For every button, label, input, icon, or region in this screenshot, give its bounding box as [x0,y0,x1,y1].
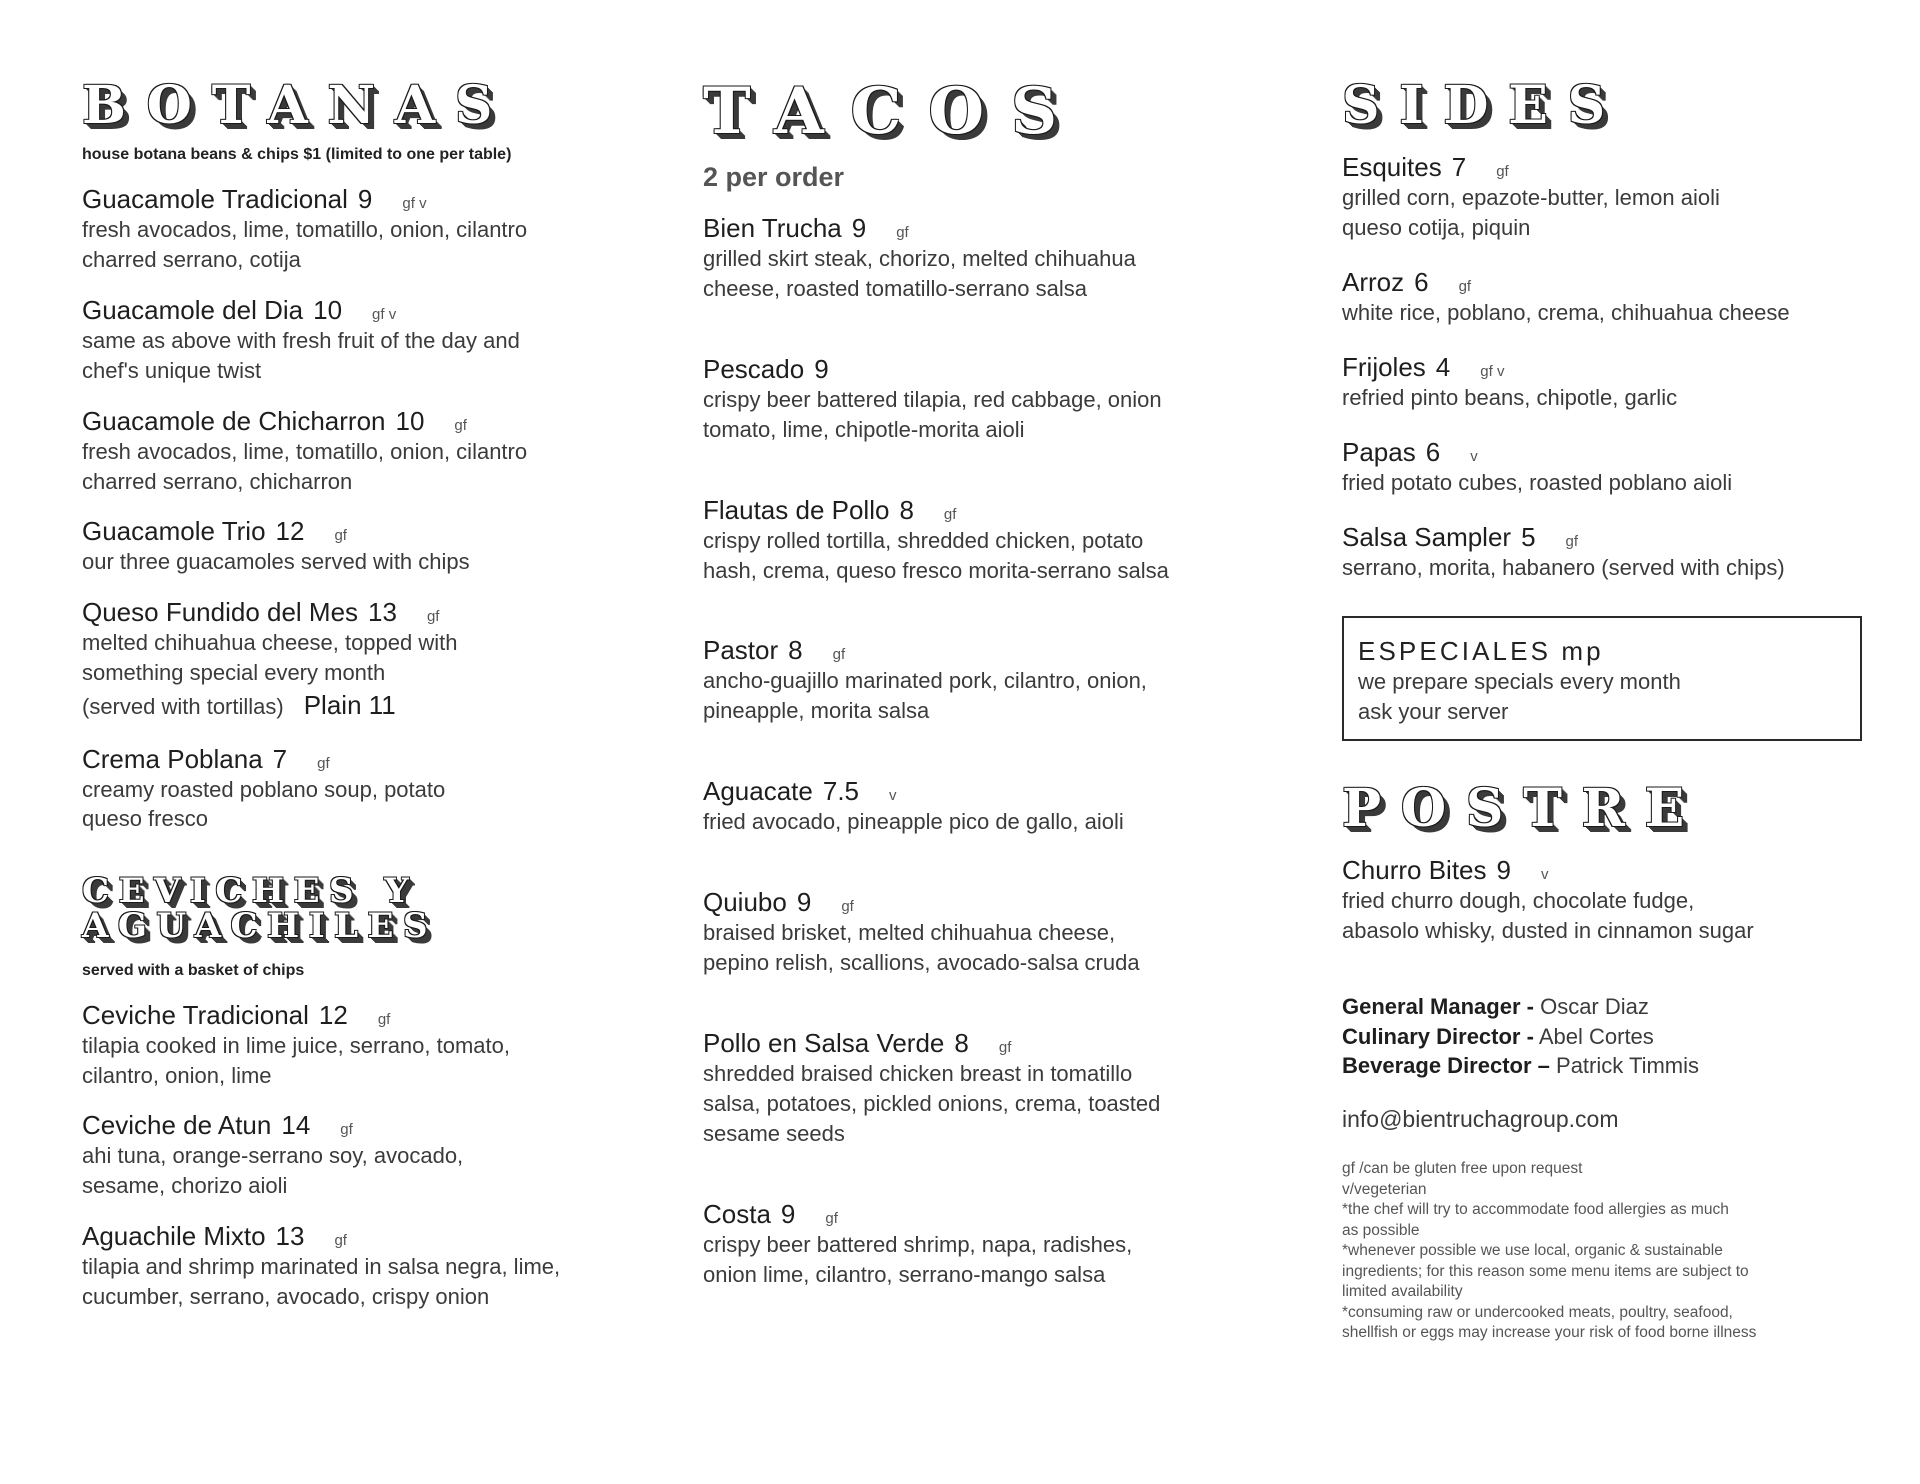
menu-item-name: Bien Trucha [703,213,842,243]
menu-item-name: Crema Poblana [82,743,263,774]
menu-item-header [703,1028,1263,1059]
menu-item-price: 6 [1425,436,1441,467]
botanas-list [82,184,642,834]
footnotes [1342,1159,1862,1343]
menu-item-header [82,744,642,775]
botanas-heading: BOTANAS [82,75,513,136]
especiales-title: ESPECIALES mp [1358,636,1604,667]
menu-item-description [82,1031,642,1061]
menu-item-description [703,918,1263,948]
menu-item-header [703,495,1263,526]
footnote-line: as possible [1342,1221,1420,1239]
footnote-line: shellfish or eggs may increase your risk of food borne illness [1342,1324,1757,1342]
menu-item-description [703,807,1263,837]
ceviches-heading-block [82,871,642,946]
staff-role: General Manager - [1342,994,1534,1020]
menu-item-description [82,775,642,805]
footnote-line: *consuming raw or undercooked meats, poultry, seafood, [1342,1303,1733,1321]
menu-item-name: Costa [703,1198,771,1229]
menu-item [703,213,1263,304]
menu-item-description-text: tomato, lime, chipotle-morita aioli [703,416,1025,442]
menu-item-tags: gf [832,646,846,664]
menu-item-description-text: fried churro dough, chocolate fudge, [1342,888,1695,914]
menu-item-price: 9 [357,184,373,214]
menu-item-price: 13 [275,1221,305,1252]
postre-heading: POSTRE [1342,778,1705,840]
menu-item-price: 13 [368,597,397,628]
menu-item-price: 9 [796,887,812,918]
menu-item-tags: gf [1458,277,1472,295]
menu-item [703,1028,1263,1149]
menu-item-header [82,1221,642,1252]
menu-item-price: 12 [275,516,305,547]
menu-item-price: 9 [780,1198,796,1229]
menu-item-tags: gf [317,754,330,772]
menu-item-price: 9 [814,353,829,384]
menu-item-description [82,1141,642,1171]
menu-item-description [703,244,1263,274]
menu-item-price: 10 [395,405,425,436]
menu-item-description [82,467,642,497]
menu-item-description-text: crispy beer battered shrimp, napa, radishes, [703,1231,1133,1257]
staff-list [1342,992,1862,1080]
staff-name: Abel Cortes [1538,1023,1654,1049]
menu-item-description [703,1260,1263,1290]
especiales-line2: ask your server [1358,699,1509,725]
menu-item [1342,437,1862,498]
menu-item-description-text: refried pinto beans, chipotle, garlic [1342,384,1678,410]
menu-item-description [82,437,642,467]
menu-item-description [82,688,642,723]
menu-item-description-text: cucumber, serrano, avocado, crispy onion [82,1284,490,1310]
menu-item-tags: gf v [402,195,427,212]
menu-item-description-text: ahi tuna, orange-serrano soy, avocado, [82,1143,464,1169]
menu-item-description-text: grilled corn, epazote-butter, lemon aioli [1342,185,1720,210]
menu-item-description [703,274,1263,304]
menu-item-description-text: fresh avocados, lime, tomatillo, onion, cilantro [82,438,528,464]
menu-item-description-text: abasolo whisky, dusted in cinnamon sugar [1342,918,1754,944]
menu-item-name: Flautas de Pollo [703,494,890,525]
menu-item [1342,152,1862,243]
menu-item [1342,855,1862,946]
menu-item-description [82,1171,642,1201]
menu-item-description-text: serrano, morita, habanero (served with chips) [1342,554,1785,580]
menu-item-price: 8 [788,635,803,666]
menu-item-price: 6 [1414,266,1429,297]
menu-item-description [1342,916,1862,946]
footnote-line: limited availability [1342,1283,1463,1301]
menu-item-tags: gf [334,1232,347,1250]
menu-item-price: 12 [318,999,348,1030]
menu-item-description-text: pineapple, morita salsa [703,698,930,724]
menu-item [82,295,642,386]
staff-name: Oscar Diaz [1540,994,1649,1020]
menu-item [82,744,642,835]
menu-item-description [1342,468,1862,498]
menu-item [82,597,642,723]
menu-item-tags: gf [454,416,467,434]
menu-item-tags: gf [825,1209,838,1227]
ceviches-heading-line2: AGUACHILES [82,906,438,946]
menu-item-name: Esquites [1342,152,1442,182]
tacos-per-order: 2 per order [703,162,845,192]
menu-item-name: Pollo en Salsa Verde [703,1027,945,1058]
menu-item-name: Aguachile Mixto [82,1221,266,1252]
menu-item-price: 5 [1521,521,1536,552]
menu-item-description-text: fresh avocados, lime, tomatillo, onion, cilantro [82,217,528,242]
menu-item-description [82,1252,642,1282]
menu-item-header [82,516,642,547]
menu-item-price: 8 [954,1027,969,1058]
menu-item-name: Guacamole Trio [82,516,266,547]
menu-item-price: 7 [1451,152,1467,182]
menu-item-description [703,1119,1263,1149]
menu-item-header [1342,437,1862,468]
menu-item [82,1221,642,1312]
menu-item-name: Ceviche de Atun [82,1110,272,1141]
menu-item [82,406,642,497]
menu-item-description [703,1089,1263,1119]
menu-item-price: 7 [272,743,288,774]
menu-item-header [703,1199,1263,1230]
menu-item-header [1342,855,1862,886]
footnote-line: gf /can be gluten free upon request [1342,1160,1583,1178]
menu-item [1342,267,1862,328]
menu-item-description [703,1059,1263,1089]
menu-item-description-text: charred serrano, chicharron [82,468,353,494]
menu-item-description-text: tilapia and shrimp marinated in salsa negra, lime, [82,1254,561,1280]
especiales-box [1342,616,1862,741]
menu-item-tags: gf v [1480,362,1505,380]
menu-item-description-text: melted chihuahua cheese, topped with [82,630,458,656]
menu-item [1342,352,1862,413]
menu-item-description-text: hash, crema, queso fresco morita-serrano salsa [703,557,1169,583]
tacos-list [703,213,1263,1290]
menu-item-description-text: shredded braised chicken breast in tomatillo [703,1060,1133,1086]
menu-item-description-text: white rice, poblano, crema, chihuahua cheese [1342,299,1790,325]
menu-item [703,354,1263,445]
contact-email: info@bientruchagroup.com [1342,1106,1619,1133]
postre-list [1342,855,1862,946]
footnote-line: v/vegeterian [1342,1180,1427,1198]
menu-item-description [703,696,1263,726]
menu-item-header [703,887,1263,918]
menu-item-name: Salsa Sampler [1342,521,1512,552]
column-right [1342,75,1862,1344]
menu-item-description-text: something special every month [82,660,386,686]
tacos-heading: TACOS [703,74,1085,149]
menu-item-description [82,804,642,834]
menu-item-tags: gf [841,898,854,916]
staff-name: Patrick Timmis [1556,1053,1700,1078]
menu-item-description [82,1061,642,1091]
menu-item-header [82,1110,642,1141]
menu-item [82,516,642,577]
menu-item-tags: v [889,787,897,805]
menu-item [703,1199,1263,1290]
menu-item-name: Queso Fundido del Mes [82,597,359,628]
menu-item [82,1000,642,1091]
menu-item-description [82,326,642,356]
column-left [82,75,642,1312]
menu-item-price: 14 [281,1110,311,1141]
menu-item-description [82,245,642,275]
menu-item-name: Frijoles [1342,351,1426,382]
footnote-line: *the chef will try to accommodate food allergies as much [1342,1201,1729,1219]
ceviches-heading-line1: CEVICHES Y [82,871,419,912]
menu-item-description [703,1230,1263,1260]
staff-row [1342,1022,1862,1051]
menu-item-description [1342,213,1862,243]
menu-item-tags: gf [1565,532,1579,550]
menu-item-header [1342,152,1862,183]
staff-role: Beverage Director – [1342,1053,1550,1078]
ceviches-list [82,1000,642,1312]
menu-item-description-text: creamy roasted poblano soup, potato [82,776,446,802]
menu-item-name: Guacamole del Dia [82,294,304,325]
menu-item-price: 4 [1435,351,1451,382]
menu-item-tags: gf [426,608,440,626]
menu-item-description [1342,383,1862,413]
menu-item-tags: v [1470,447,1478,465]
menu-item-description [82,547,642,577]
menu-item-header [82,1000,642,1031]
menu-item-tags: gf [1496,163,1509,180]
menu-item-description-text: tilapia cooked in lime juice, serrano, tomato, [82,1032,510,1058]
menu-item-description [82,1282,642,1312]
menu-item-price: 9 [1496,855,1511,886]
menu-item-tags: gf v [372,305,397,323]
menu-item-description-text: ancho-guajillo marinated pork, cilantro, onion, [703,668,1147,694]
menu-item-name: Pastor [703,635,779,666]
menu-item-header [82,295,642,326]
menu-item-tags: gf [340,1121,353,1139]
menu-item-name: Guacamole Tradicional [82,184,348,214]
footnote-line: ingredients; for this reason some menu items are subject to [1342,1262,1749,1280]
menu-item [1342,522,1862,583]
menu-item-header [82,184,642,215]
menu-item-header [1342,352,1862,383]
menu-item [82,184,642,275]
menu-item-header [82,597,642,628]
menu-item-description-text: crispy beer battered tilapia, red cabbage, onion [703,386,1162,412]
menu-item-header [703,354,1263,385]
menu-item-name: Aguacate [703,776,813,807]
botanas-note: house botana beans & chips $1 (limited to one per table) [82,146,512,163]
staff-row [1342,992,1862,1021]
ceviches-note: served with a basket of chips [82,961,305,979]
menu-item-tags: v [1540,866,1549,884]
menu-item-description-text: (served with tortillas) [82,694,284,720]
menu-item-name: Churro Bites [1342,855,1487,886]
menu-item [703,887,1263,978]
menu-item-description [703,666,1263,696]
menu-item-description-text: cilantro, onion, lime [82,1062,272,1088]
menu-item [703,776,1263,837]
menu-item-description [703,415,1263,445]
menu-item-header [703,776,1263,807]
menu-item-description-text: pepino relish, scallions, avocado-salsa cruda [703,950,1140,976]
menu-item-header [703,213,1263,244]
staff-row [1342,1051,1862,1080]
menu-item-description [703,948,1263,978]
menu-item-description-text: queso cotija, piquin [1342,214,1531,240]
especiales-line1: we prepare specials every month [1358,669,1681,695]
menu-item-description [1342,183,1862,213]
menu-item-description-text: sesame, chorizo aioli [82,1173,288,1199]
menu-item-header [82,406,642,437]
sides-heading: SIDES [1342,75,1625,136]
menu-item-name: Pescado [703,353,805,384]
menu-item-name: Quiubo [703,887,787,918]
menu-item [82,1110,642,1201]
staff-role: Culinary Director - [1342,1023,1534,1049]
footnote-line: *whenever possible we use local, organic & sustainable [1342,1242,1723,1260]
menu-item-description [82,658,642,688]
menu-item-description-text: fried potato cubes, roasted poblano aioli [1342,469,1733,495]
sides-list [1342,152,1862,582]
menu-item-description [703,526,1263,556]
menu-item-description-text: charred serrano, cotija [82,246,301,272]
menu-item-tags: gf [896,224,909,241]
menu-item-tags: gf [998,1038,1012,1056]
menu-item-header [1342,267,1862,298]
menu-item-description [1342,298,1862,328]
menu-item-description-text: same as above with fresh fruit of the day and [82,327,520,353]
menu-item-header [1342,522,1862,553]
menu-item-name: Ceviche Tradicional [82,999,309,1030]
menu-item-description-text: crispy rolled tortilla, shredded chicken, potato [703,527,1144,553]
menu-item-tags: gf [377,1010,391,1028]
column-middle [703,74,1263,1290]
menu-item-description [82,215,642,245]
menu-item-description-text: braised brisket, melted chihuahua cheese, [703,920,1116,946]
menu-item-description-text: our three guacamoles served with chips [82,549,470,575]
menu-item-price: 7.5 [822,776,860,807]
menu-item-tags: gf [334,527,347,545]
menu-item-description-text: fried avocado, pineapple pico de gallo, aioli [703,809,1124,835]
menu-item-name: Arroz [1342,266,1405,297]
menu-item-description [82,628,642,658]
menu-item-description [1342,886,1862,916]
menu-item-description-text: chef's unique twist [82,357,262,383]
menu-item-description [703,385,1263,415]
menu-item-price: 9 [851,213,867,243]
menu-item-description-text: queso fresco [82,806,208,832]
menu-item [703,495,1263,586]
menu-item-header [703,635,1263,666]
menu-item-description-text: cheese, roasted tomatillo-serrano salsa [703,275,1087,301]
menu-item-description-text: salsa, potatoes, pickled onions, crema, toasted [703,1090,1161,1116]
menu-item-description [82,356,642,386]
menu-item-description-text: grilled skirt steak, chorizo, melted chihuahua [703,246,1136,271]
menu-item-price: 10 [313,294,343,325]
menu-item-description [1342,553,1862,583]
menu-item-tags: gf [943,505,957,523]
menu-item-description-text: onion lime, cilantro, serrano-mango salsa [703,1261,1106,1287]
menu-item-name: Guacamole de Chicharron [82,405,386,436]
menu-item-plain-price: Plain 11 [303,690,396,721]
menu-item-description-text: sesame seeds [703,1120,845,1146]
menu-item-price: 8 [899,494,914,525]
menu-item-description [703,556,1263,586]
menu-item [703,635,1263,726]
menu-item-name: Papas [1342,436,1416,467]
